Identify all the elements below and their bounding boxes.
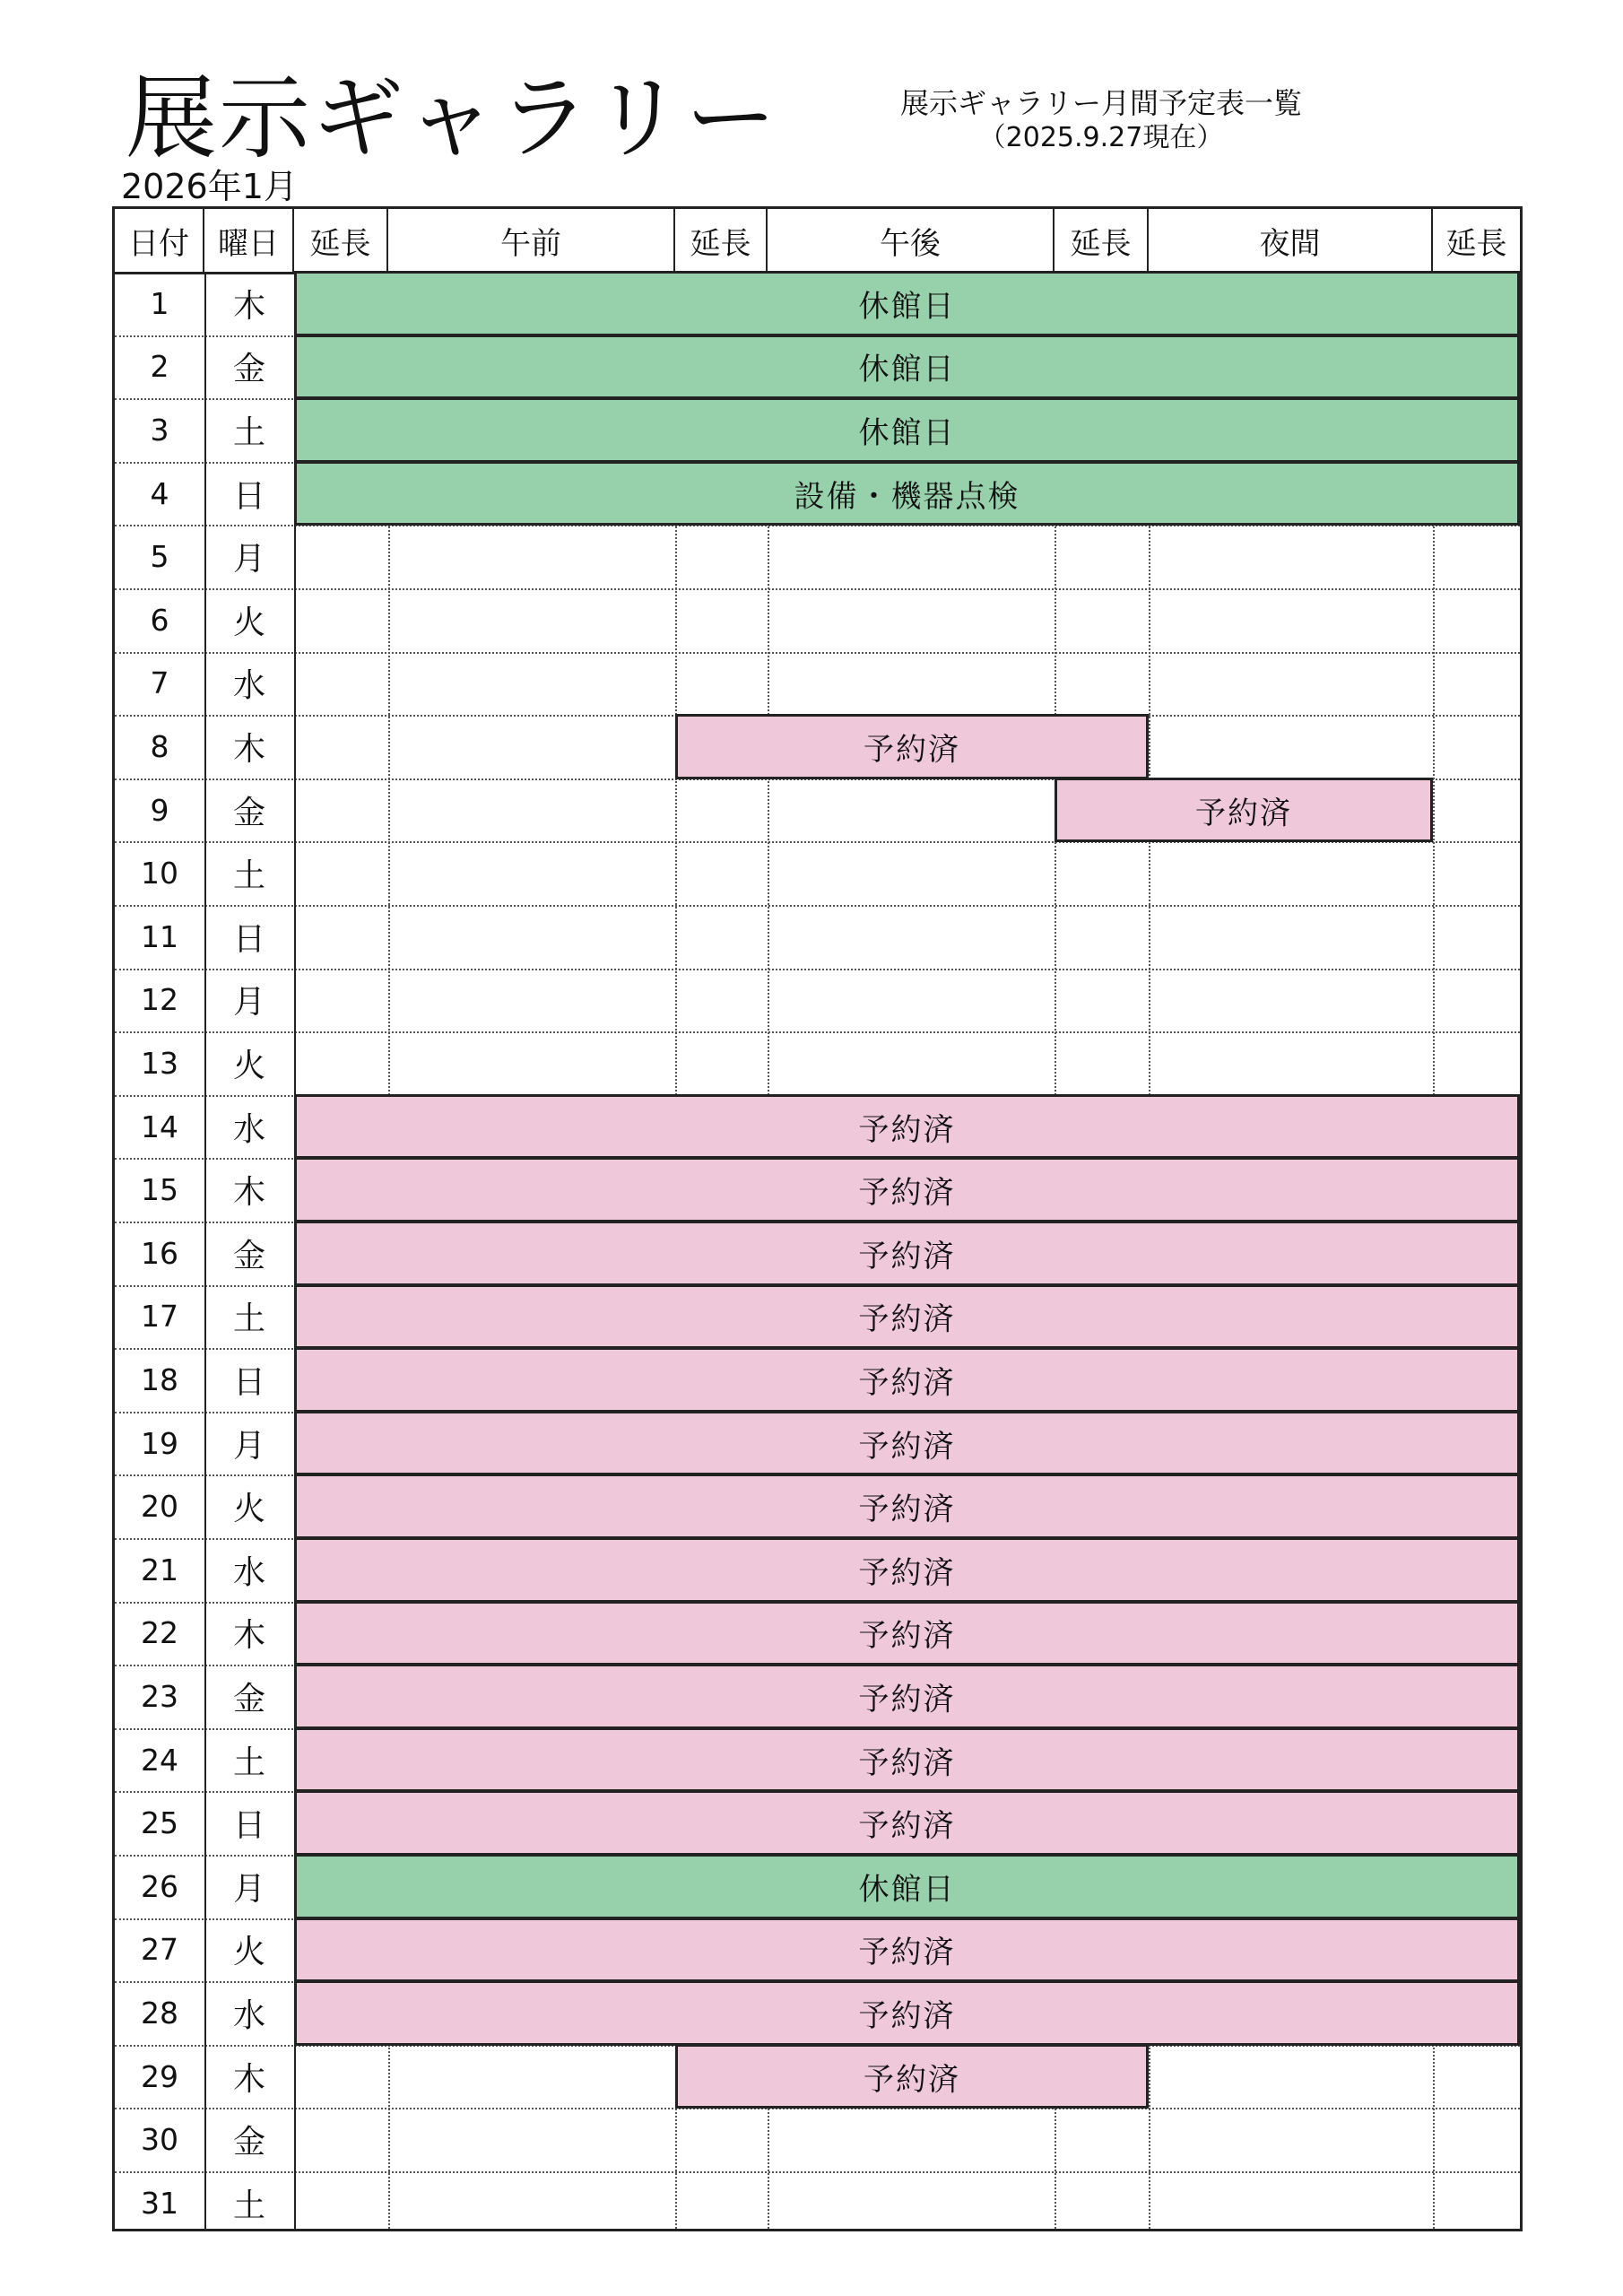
date-cell: 5 [150,539,169,575]
weekday-cell: 日 [232,1807,265,1845]
reservation-bar[interactable] [294,1411,1520,1476]
weekday-cell: 火 [232,1934,265,1971]
date-cell: 22 [141,1615,178,1651]
date-cell: 10 [141,856,178,891]
date-cell: 3 [150,412,169,448]
weekday-cell: 月 [232,984,265,1022]
date-cell: 2 [150,349,169,385]
event-label: 予約済 [858,1997,956,2034]
event-label: 予約済 [858,1301,956,1338]
weekday-cell: 金 [232,1237,265,1274]
schedule-subtitle: 展示ギャラリー月間予定表一覧 [899,86,1302,120]
closed-day-bar[interactable] [294,397,1520,463]
event-label: 予約済 [858,1428,956,1465]
date-cell: 31 [141,2185,178,2221]
closed-day-bar[interactable] [294,1854,1520,1919]
event-label: 予約済 [858,1808,956,1845]
schedule-table [112,206,1523,2231]
reservation-bar[interactable] [294,1918,1520,1983]
column-header-night: 夜間 [1149,209,1433,272]
row-divider [115,969,1520,970]
weekday-cell: 土 [232,413,265,451]
weekday-cell: 木 [232,287,265,325]
date-cell: 25 [141,1805,178,1841]
date-cell: 17 [141,1299,178,1335]
row-divider [115,652,1520,654]
date-cell: 9 [150,792,169,828]
reservation-bar[interactable] [294,1347,1520,1413]
date-cell: 7 [150,665,169,701]
column-header-weekday: 曜日 [204,209,294,272]
reservation-bar[interactable] [294,1221,1520,1286]
date-cell: 12 [141,982,178,1018]
date-cell: 13 [141,1045,178,1081]
weekday-cell: 土 [232,857,265,895]
weekday-cell: 水 [232,1996,265,2034]
reservation-bar[interactable] [675,2044,1149,2109]
weekday-cell: 日 [232,920,265,958]
event-label: 予約済 [864,731,960,768]
event-label: 予約済 [858,1681,956,1718]
weekday-cell: 木 [232,730,265,768]
event-label: 予約済 [858,1111,956,1148]
weekday-cell: 火 [232,1491,265,1528]
page-title: 展示ギャラリー [126,65,778,172]
date-cell: 30 [141,2122,178,2158]
weekday-cell: 月 [232,541,265,578]
event-label: 休館日 [858,288,956,325]
reservation-bar[interactable] [294,1980,1520,2046]
date-cell: 6 [150,602,169,638]
weekday-cell: 木 [232,1617,265,1655]
column-header-date: 日付 [115,209,204,272]
date-cell: 8 [150,728,169,764]
reservation-bar[interactable] [294,1157,1520,1222]
month-label: 2026年1月 [121,167,298,206]
weekday-cell: 月 [232,1870,265,1908]
date-cell: 11 [141,918,178,954]
date-cell: 16 [141,1235,178,1271]
weekday-cell: 金 [232,351,265,388]
row-divider [115,905,1520,907]
event-label: 予約済 [858,1175,956,1212]
row-divider [115,1031,1520,1033]
weekday-cell: 木 [232,2060,265,2098]
date-cell: 18 [141,1361,178,1397]
reservation-bar[interactable] [294,1094,1520,1160]
date-cell: 15 [141,1172,178,1208]
date-cell: 21 [141,1552,178,1587]
date-cell: 19 [141,1425,178,1461]
reservation-bar[interactable] [1055,778,1433,843]
weekday-cell: 水 [232,1110,265,1148]
date-cell: 28 [141,1995,178,2031]
event-label: 予約済 [858,1618,956,1655]
column-header-ext1: 延長 [294,209,388,272]
weekday-cell: 火 [232,1047,265,1084]
reservation-bar[interactable] [294,1537,1520,1603]
row-divider [115,2171,1520,2173]
weekday-cell: 日 [232,477,265,515]
reservation-bar[interactable] [294,1474,1520,1539]
weekday-cell: 火 [232,604,265,641]
event-label: 予約済 [858,1744,956,1781]
event-label: 予約済 [858,1364,956,1401]
weekday-cell: 土 [232,1744,265,1781]
column-header-ext3: 延長 [1055,209,1149,272]
weekday-cell: 土 [232,2187,265,2224]
reservation-bar[interactable] [294,1727,1520,1793]
column-header-afternoon: 午後 [768,209,1055,272]
closed-day-bar[interactable] [294,335,1520,400]
reservation-bar[interactable] [294,1664,1520,1729]
reservation-bar[interactable] [675,714,1149,779]
reservation-bar[interactable] [294,1284,1520,1350]
date-cell: 14 [141,1109,178,1144]
date-cell: 26 [141,1868,178,1904]
weekday-cell: 水 [232,667,265,705]
weekday-cell: 水 [232,1553,265,1591]
date-cell: 4 [150,475,169,511]
date-cell: 23 [141,1678,178,1714]
column-header-ext2: 延長 [675,209,768,272]
column-header-ext4: 延長 [1433,209,1520,272]
reservation-bar[interactable] [294,1790,1520,1856]
column-header-morning: 午前 [388,209,675,272]
date-cell: 1 [150,285,169,321]
closed-day-bar[interactable] [294,271,1520,336]
weekday-cell: 木 [232,1174,265,1212]
event-label: 休館日 [858,1871,956,1908]
event-label: 休館日 [858,414,956,451]
weekday-cell: 日 [232,1363,265,1401]
event-label: 予約済 [858,1935,956,1971]
weekday-cell: 土 [232,1300,265,1338]
date-cell: 20 [141,1489,178,1525]
row-divider [115,588,1520,590]
weekday-cell: 金 [232,2124,265,2161]
event-label: 予約済 [858,1492,956,1528]
as-of-date: （2025.9.27現在） [978,122,1224,153]
date-cell: 27 [141,1932,178,1968]
event-label: 予約済 [864,2061,960,2098]
event-label: 予約済 [858,1238,956,1274]
date-cell: 24 [141,1742,178,1778]
weekday-cell: 月 [232,1427,265,1465]
event-label: 予約済 [858,1554,956,1591]
weekday-cell: 金 [232,794,265,831]
weekday-cell: 金 [232,1680,265,1718]
event-label: 休館日 [858,352,956,388]
event-label: 予約済 [1195,795,1292,831]
date-cell: 29 [141,2058,178,2094]
event-label: 設備・機器点検 [794,478,1020,515]
closed-day-bar[interactable] [294,461,1520,526]
reservation-bar[interactable] [294,1601,1520,1666]
